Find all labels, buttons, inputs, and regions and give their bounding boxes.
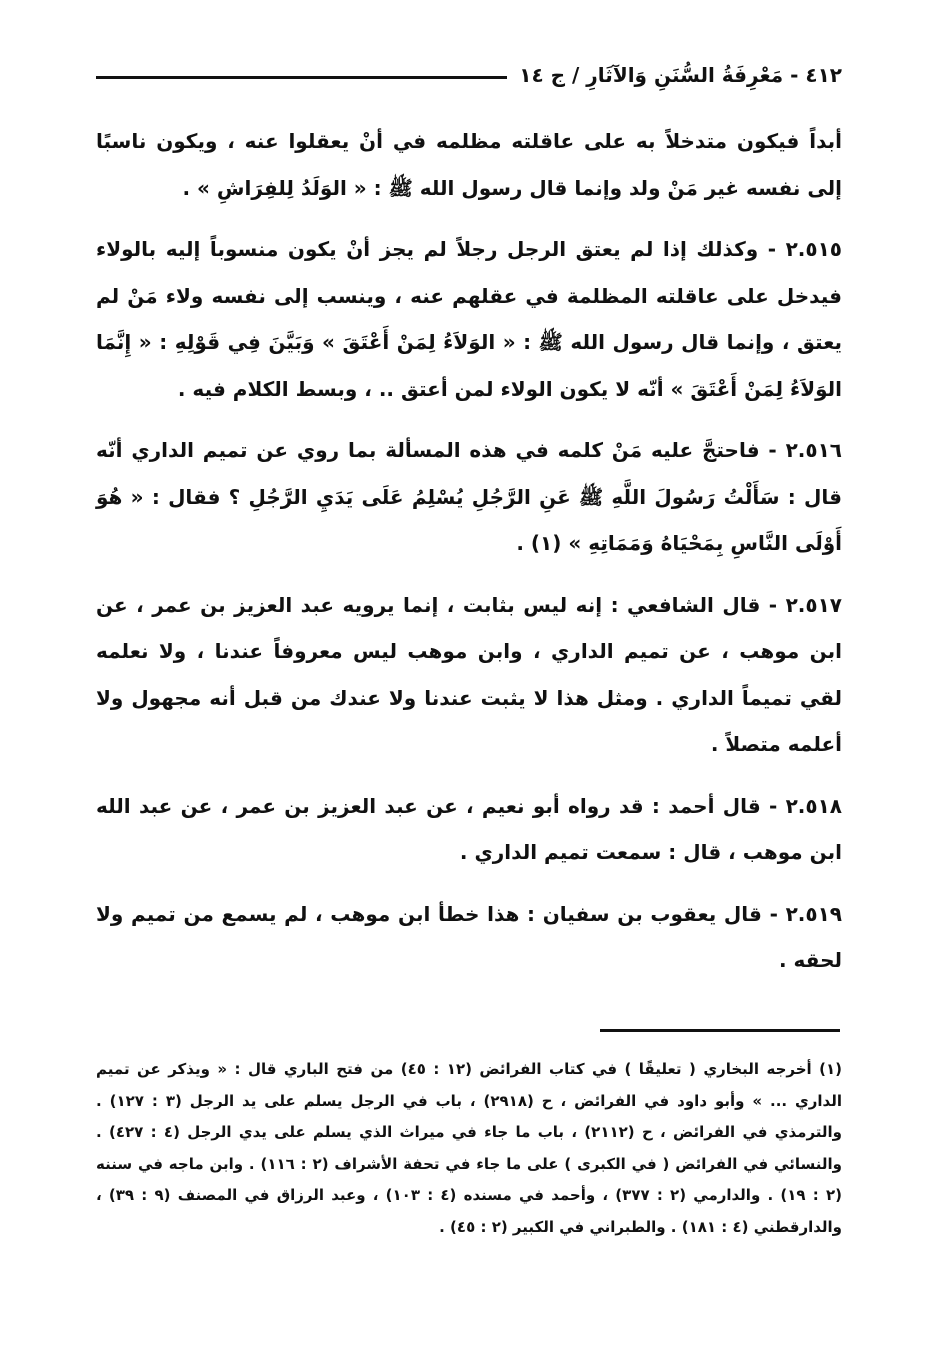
footnote-1: (١) أخرجه البخاري ( تعليقًا ) في كتاب الفرائض (١٢ : ٤٥) من فتح الباري قال : « ويذكر عن تميم الداري ... » وأبو داود في الفرائض ، ح (٢٩١٨) ، باب في الرجل يسلم على يد الرجل (٣ : ١٢٧) . والترمذي في الفرائض ، ح (٢١١٢) ، باب ما جاء في ميراث الذي يسلم على يدي الرجل (٤ : ٤٢٧) . والنسائي في الفرائض ( في الكبرى ) على ما جاء في تحفة الأشراف (٢ : ١١٦) . وابن ماجه في سننه (٢ : ١٩) . والدارمي (٢ : ٣٧٧) ، وأحمد في مسنده (٤ : ١٠٣) ، وعبد الرزاق في المصنف (٩ : ٣٩) ، والدارقطني (٤ : ١٨١) . والطبراني في الكبير (٢ : ٤٥) . [96, 1060, 843, 1236]
paragraph-2515: ٢.٥١٥ - وكذلك إذا لم يعتق الرجل رجلاً لم يجز أنْ يكون منسوباً إليه بالولاء فيدخل على عاقلته المظلمة في عقلهم عنه ، وينسب إلى نفسه ولاء مَنْ لم يعتق ، وإنما قال رسول الله ﷺ : « الوَلاَءُ لِمَنْ أَعْتَقَ » وَبَيَّنَ فِي قَوْلِهِ : « إِنَّمَا الوَلاَءُ لِمَنْ أَعْتَقَ » أنّه لا يكون الولاء لمن أعتق .. ، وبسط الكلام فيه . [96, 237, 842, 401]
page-header [96, 58, 842, 92]
main-text [96, 118, 842, 999]
footnotes [96, 1054, 842, 1244]
paragraph-2519: ٢.٥١٩ - قال يعقوب بن سفيان : هذا خطأ ابن موهب ، لم يسمع من تميم ولا لحقه . [96, 901, 842, 972]
paragraph-2517: ٢.٥١٧ - قال الشافعي : إنه ليس بثابت ، إنما يرويه عبد العزيز بن عمر ، عن ابن موهب ، عن تميم الداري ، وابن موهب ليس معروفاً عندنا ، ولا نعلمه لقي تميماً الداري . ومثل هذا لا يثبت عندنا ولا عندك من قبل أنه مجهول ولا أعلمه متصلاً . [96, 592, 842, 756]
header-rule [96, 76, 507, 79]
footnote-separator [600, 1029, 840, 1032]
paragraph-2518: ٢.٥١٨ - قال أحمد : قد رواه أبو نعيم ، عن عبد العزيز بن عمر ، عن عبد الله ابن موهب ، قال : سمعت تميم الداري . [96, 793, 842, 864]
running-title: ٤١٢ - مَعْرِفَةُ السُّنَنِ وَالآثَارِ / ج ١٤ [519, 63, 842, 87]
paragraph-2516: ٢.٥١٦ - فاحتجَّ عليه مَنْ كلمه في هذه المسألة بما روي عن تميم الداري أنّه قال : سَأَلْتُ رَسُولَ اللَّهِ ﷺ عَنِ الرَّجُلِ يُسْلِمُ عَلَى يَدَيِ الرَّجُلِ ؟ فقال : « هُوَ أَوْلَى النَّاسِ بِمَحْيَاهُ وَمَمَاتِهِ » (١) . [96, 438, 842, 555]
paragraph: أبداً فيكون متدخلاً به على عاقلته مظلمه في أنْ يعقلوا عنه ، ويكون ناسبًا إلى نفسه غير مَنْ ولد وإنما قال رسول الله ﷺ : « الوَلَدُ لِلفِرَاشِ » . [96, 129, 842, 200]
